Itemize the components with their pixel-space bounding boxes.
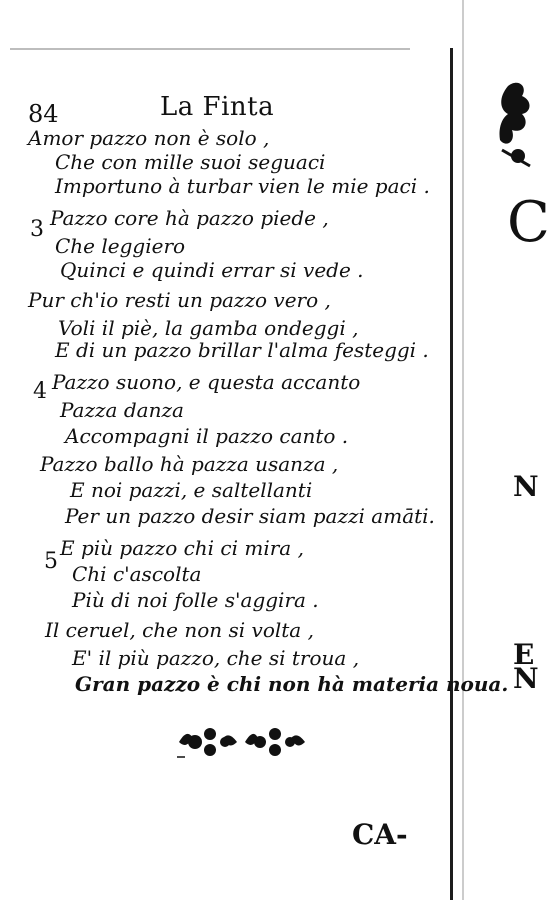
- stanza-number: 4: [33, 379, 47, 404]
- verse-line: Gran pazzo è chi non hà materia noua.: [75, 672, 509, 696]
- verse-line: Chi c'ascolta: [72, 562, 202, 586]
- right-page-fragment: N: [513, 662, 539, 695]
- verse-line: Che con mille suoi seguaci: [55, 150, 326, 174]
- verse-line: E noi pazzi, e saltellanti: [70, 478, 313, 502]
- verse-line: E di un pazzo brillar l'alma festeggi .: [55, 338, 429, 362]
- verse-line: Che leggiero: [55, 234, 186, 258]
- book-gutter-shadow: [462, 0, 464, 900]
- verse-line: E più pazzo chi ci mira ,: [60, 536, 304, 560]
- verse-line: Pazzo suono, e questa accanto: [52, 370, 361, 394]
- right-page-fragment: E: [513, 638, 535, 671]
- verse-line: Pazzo core hà pazzo piede ,: [50, 206, 329, 230]
- right-page-initial: C: [507, 190, 550, 255]
- stanza-number: 3: [30, 217, 44, 242]
- right-page-fragment: N: [513, 470, 539, 503]
- stanza-number: 5: [44, 549, 58, 574]
- verse-line: Pazza danza: [60, 398, 184, 422]
- verse-line: Più di noi folle s'aggira .: [72, 588, 319, 612]
- verse-line: Voli il piè, la gamba ondeggi ,: [58, 316, 359, 340]
- verse-line: Il ceruel, che non si volta ,: [45, 618, 314, 642]
- catchword: CA-: [352, 818, 408, 851]
- running-head: La Finta: [160, 92, 275, 122]
- decorative-initial-ornament-icon: [490, 78, 535, 168]
- verse-line: Accompagni il pazzo canto .: [65, 424, 349, 448]
- verse-line: Importuno à turbar vien le mie paci .: [55, 174, 430, 198]
- verse-line: Pazzo ballo hà pazza usanza ,: [40, 452, 339, 476]
- printer-ornament-icon: [175, 722, 310, 762]
- page-number: 84: [28, 100, 59, 128]
- verse-line: Per un pazzo desir siam pazzi amāti.: [65, 504, 435, 528]
- verse-line: E' il più pazzo, che si troua ,: [72, 646, 360, 670]
- book-gutter: [450, 48, 453, 900]
- verse-line: Pur ch'io resti un pazzo vero ,: [28, 288, 331, 312]
- verse-line: Amor pazzo non è solo ,: [28, 126, 270, 150]
- verse-line: Quinci e quindi errar si vede .: [60, 258, 364, 282]
